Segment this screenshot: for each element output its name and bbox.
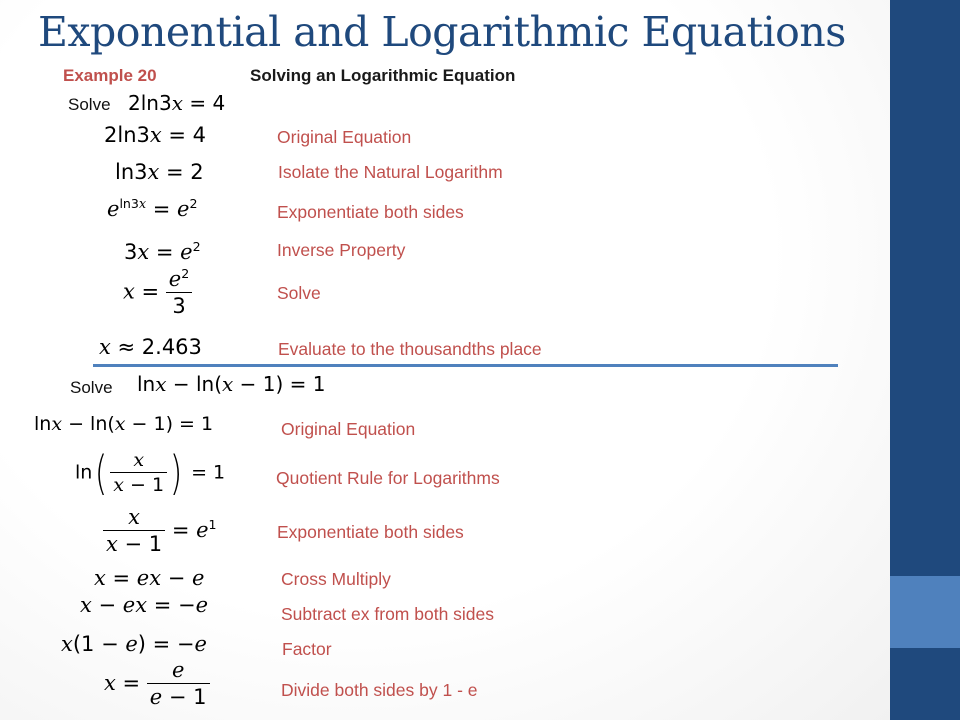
p1-step6-note: Evaluate to the thousandths place — [278, 339, 542, 359]
example-label: Example 20 — [63, 66, 157, 85]
p1-step5-note: Solve — [277, 283, 321, 303]
p1-step3-equation: $e^{ln3x} = e^2$ — [107, 196, 198, 221]
p2-step2-note: Quotient Rule for Logarithms — [276, 468, 500, 488]
p2-step4-equation: x = ex − e — [94, 566, 205, 590]
p1-step4-equation: $3x = e^2$ — [124, 239, 201, 264]
p2-step2-equation: ln( $\frac{x}{x - 1}$ ) = 1 — [75, 446, 226, 500]
p2-step6-note: Factor — [282, 639, 332, 659]
fraction: $\frac{e}{e - 1}$ — [147, 660, 210, 708]
p1-step5-equation: x = $\frac{e^2}{3}$ — [123, 268, 192, 317]
p1-step2-equation: ln3x = 2 — [115, 160, 204, 184]
p2-step3-equation: $\frac{x}{x - 1}$ = $e^1$ — [103, 507, 217, 555]
sidebar-light-block — [890, 576, 960, 648]
slide-title: Exponential and Logarithmic Equations — [38, 8, 846, 56]
fraction: $\frac{e^2}{3}$ — [166, 268, 192, 317]
p1-step4-note: Inverse Property — [277, 240, 406, 260]
p1-step6-equation: x ≈ 2.463 — [99, 335, 202, 359]
p2-step7-equation: x = $\frac{e}{e - 1}$ — [104, 660, 210, 708]
p1-step1-note: Original Equation — [277, 127, 412, 147]
p2-step5-note: Subtract ex from both sides — [281, 604, 495, 624]
problem1-solve-label: Solve — [68, 95, 111, 114]
section-divider — [93, 364, 838, 367]
example-title: Solving an Logarithmic Equation — [250, 66, 516, 85]
p2-step7-note: Divide both sides by 1 - e — [281, 680, 478, 700]
p1-step2-note: Isolate the Natural Logarithm — [278, 162, 503, 182]
p2-step5-equation: x − ex = −e — [80, 593, 209, 617]
p1-step3-note: Exponentiate both sides — [277, 202, 464, 222]
p2-step1-note: Original Equation — [281, 419, 416, 439]
problem2-solve-label: Solve — [70, 378, 113, 397]
p2-step6-equation: x(1 − e) = −e — [61, 632, 207, 656]
p1-step1-equation: 2ln3x = 4 — [104, 123, 207, 147]
p2-step1-equation: lnx − ln(x − 1) = 1 — [34, 413, 214, 435]
p2-step4-note: Cross Multiply — [281, 569, 391, 589]
problem2-prompt-equation: lnx − ln(x − 1) = 1 — [137, 372, 326, 396]
fraction: $\frac{x}{x - 1}$ — [103, 507, 165, 555]
p2-step3-note: Exponentiate both sides — [277, 522, 464, 542]
problem1-prompt-equation: 2ln3x = 4 — [128, 91, 226, 115]
fraction: $\frac{x}{x - 1}$ — [110, 451, 167, 495]
